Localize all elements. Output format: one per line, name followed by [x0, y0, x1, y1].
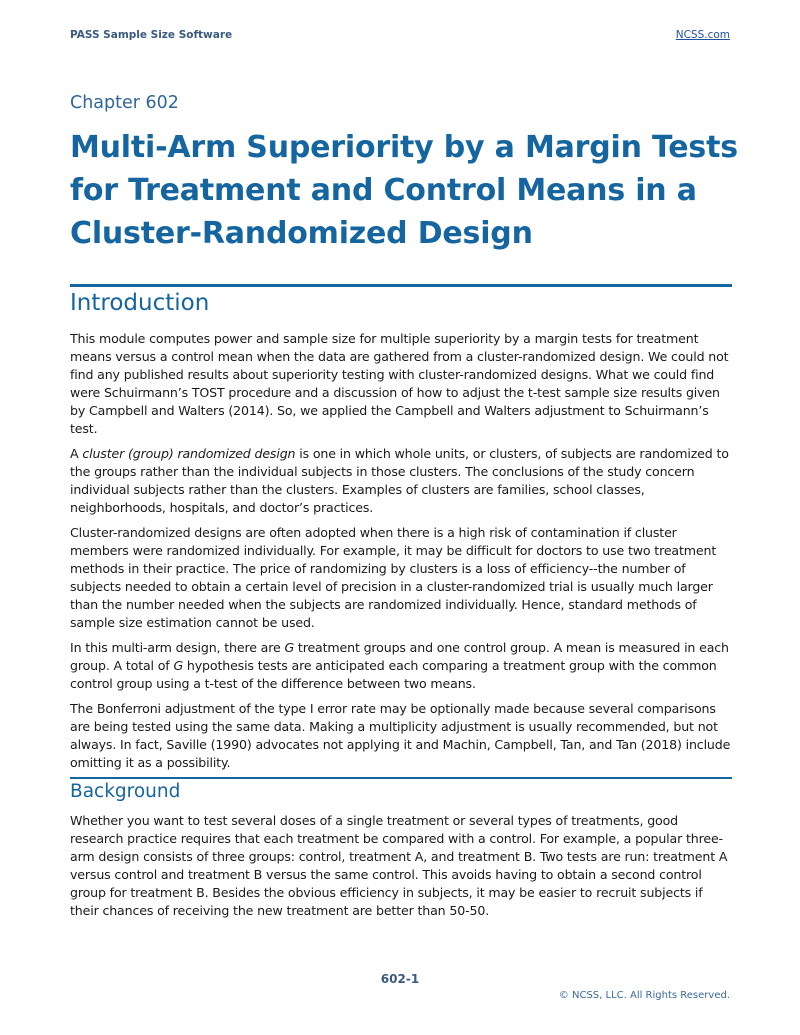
intro-p4-g1: G: [284, 640, 295, 655]
intro-paragraph-1: This module computes power and sample size for multiple superiority by a margin tests for treatment means versus a control mean when the data are gathered from a cluster-randomized design. We could not find any published results about superiority testing with cluster-randomized designs. What we could find were Schuirmann’s TOST procedure and a discussion of how to adjust the t-test sample size results given by Campbell and Walters (2014). So, we applied the Campbell and Walters adjustment to Schuirmann’s test.: [70, 331, 729, 436]
section-heading-background: Background: [70, 781, 181, 802]
section-divider: [70, 284, 732, 287]
subsection-divider: [70, 777, 732, 779]
intro-p2-post: is one in which whole units, or clusters, of subjects are randomized to the groups rather than the individual subjects in those clusters. The conclusions of the study concern individual subjects rather than the clusters. Examples of clusters are families, school classes, neighborhoods, hospitals, and doctor’s practices.: [70, 446, 729, 515]
intro-paragraph-3: Cluster-randomized designs are often adopted when there is a high risk of contamination if cluster members were randomized individually. For example, it may be difficult for doctors to use two treatment methods in their practice. The price of randomizing by clusters is a loss of efficiency--the number of subjects needed to obtain a certain level of precision in a cluster-randomized trial is usually much larger than the number needed when the subjects are randomized individually. Hence, standard methods of sample size estimation cannot be used.: [70, 525, 717, 630]
header-software-name: PASS Sample Size Software: [70, 29, 233, 41]
header-site-link[interactable]: NCSS.com: [675, 29, 730, 41]
intro-p4-b: treatment groups and one control group. A mean is measured in each group. A total of: [70, 640, 729, 673]
page-number: 602-1: [380, 972, 420, 986]
page-header: [70, 29, 730, 41]
introduction-body: [70, 330, 732, 779]
section-heading-introduction: Introduction: [70, 290, 210, 316]
intro-paragraph-5: The Bonferroni adjustment of the type I error rate may be optionally made because several comparisons are being tested using the same data. Making a multiplicity adjustment is usually recommended, but not always. In fact, Saville (1990) advocates not applying it and Machin, Campbell, Tan, and Tan (2018) include omitting it as a possibility.: [70, 701, 731, 770]
chapter-label: Chapter 602: [70, 93, 179, 113]
intro-p2-pre: A: [70, 446, 83, 461]
intro-paragraph-4: [70, 639, 732, 693]
background-paragraph-1: Whether you want to test several doses of a single treatment or several types of treatments, good research practice requires that each treatment be compared with a control. For example, a popular three-arm design consists of three groups: control, treatment A, and treatment B. Two tests are run: treatment A versus control and treatment B versus the same control. This avoids having to obtain a second control group for treatment B. Besides the obvious efficiency in subjects, it may be easier to recruit subjects if their chances of receiving the new treatment are better than 50-50.: [70, 813, 728, 918]
intro-p2-emphasis: cluster (group) randomized design: [82, 446, 296, 461]
intro-paragraph-2: [70, 445, 732, 517]
background-body: [70, 812, 732, 927]
document-title: Multi-Arm Superiority by a Margin Tests for Treatment and Control Means in a Cluster-Randomized Design: [70, 130, 738, 251]
intro-p4-c: hypothesis tests are anticipated each comparing a treatment group with the common control group using a t-test of the difference between two means.: [70, 658, 717, 691]
intro-p4-a: In this multi-arm design, there are: [70, 640, 285, 655]
copyright-notice: © NCSS, LLC. All Rights Reserved.: [558, 990, 730, 1001]
intro-p4-g2: G: [173, 658, 184, 673]
